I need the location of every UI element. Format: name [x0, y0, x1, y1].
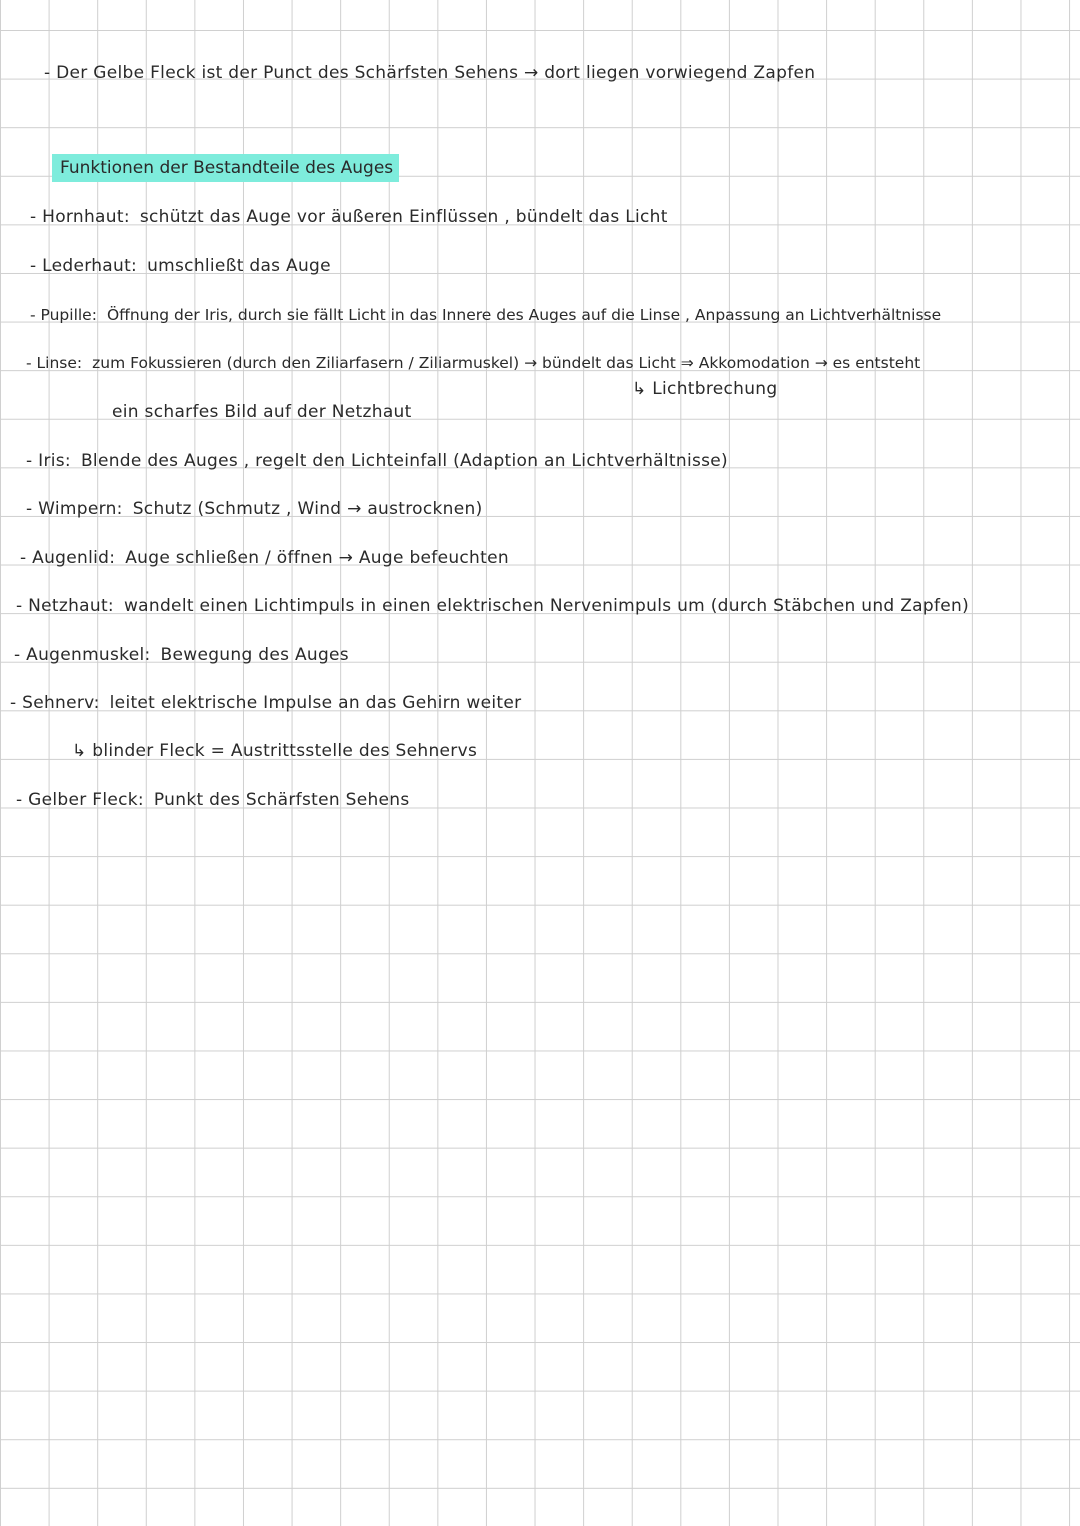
list-item-augenmuskel [14, 644, 349, 666]
list-item-hornhaut [30, 206, 668, 228]
term-description: ↳ blinder Fleck = Austrittsstelle des Sehnervs [72, 741, 478, 761]
term-description: leitet elektrische Impulse an das Gehirn weiter [109, 693, 522, 713]
term-description: Blende des Auges , regelt den Lichteinfall (Adaption an Lichtverhältnisse) [80, 451, 728, 471]
list-item-pupille [30, 304, 941, 326]
list-item-iris [26, 450, 728, 472]
term-label: - Sehnerv: [10, 693, 100, 713]
term-label: - Augenmuskel: [14, 645, 151, 665]
term-label: - Augenlid: [20, 548, 116, 568]
term-description: zum Fokussieren (durch den Ziliarfasern / Ziliarmuskel) → bündelt das Licht ⇒ Akkomodation → es entsteht [92, 354, 921, 372]
term-description: Punkt des Schärfsten Sehens [153, 790, 410, 810]
linse-note-lichtbrechung [632, 378, 777, 400]
term-description: Öffnung der Iris, durch sie fällt Licht in das Innere des Auges auf die Linse , Anpassung an Lichtverhältnisse [106, 306, 942, 324]
term-label: - Linse: [26, 354, 83, 372]
list-item-lederhaut [30, 255, 331, 277]
term-label: - Gelber Fleck: [16, 790, 144, 810]
term-description: schützt das Auge vor äußeren Einflüssen , bündelt das Licht [139, 207, 668, 227]
term-description: ↳ Lichtbrechung [632, 379, 778, 399]
list-item-augenlid [20, 547, 509, 569]
list-item-wimpern [26, 498, 483, 520]
intro-line: - Der Gelbe Fleck ist der Punct des Schärfsten Sehens → dort liegen vorwiegend Zapfen [44, 63, 816, 83]
list-item-linse [26, 352, 920, 374]
term-description: Schutz (Schmutz , Wind → austrocknen) [132, 499, 483, 519]
term-label: - Iris: [26, 451, 71, 471]
term-label: - Netzhaut: [16, 596, 114, 616]
term-description: Auge schließen / öffnen → Auge befeuchten [125, 548, 509, 568]
term-description: umschließt das Auge [147, 256, 331, 276]
list-item-sehnerv [10, 692, 521, 714]
term-label: - Wimpern: [26, 499, 123, 519]
term-label: - Hornhaut: [30, 207, 130, 227]
term-label: - Lederhaut: [30, 256, 138, 276]
term-description: wandelt einen Lichtimpuls in einen elektrischen Nervenimpuls um (durch Stäbchen und Zapfen) [123, 596, 970, 616]
sehnerv-note-blinder-fleck [72, 740, 477, 762]
term-description: ein scharfes Bild auf der Netzhaut [112, 402, 412, 422]
term-description: Bewegung des Auges [160, 645, 349, 665]
section-heading: Funktionen der Bestandteile des Auges [52, 154, 399, 182]
list-item-gelber-fleck [16, 789, 410, 811]
linse-continuation [112, 401, 412, 423]
term-label: - Pupille: [30, 306, 97, 324]
list-item-netzhaut [16, 595, 969, 617]
